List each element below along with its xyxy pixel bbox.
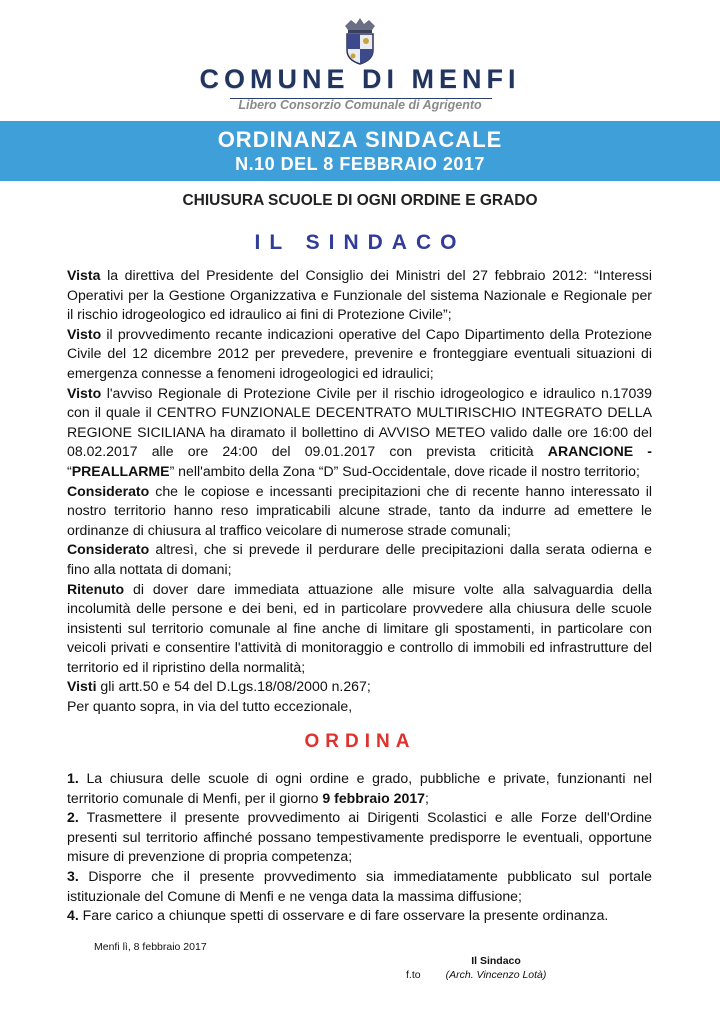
premise-paragraph: Visto l'avviso Regionale di Protezione Civile per il rischio idrogeologico e idraulico n.17039 con il quale il CENTRO FUNZIONALE DECENTRATO MULTIRISCHIO INTEGRATO DELLA REGIONE SICILIANA ha diramato il bollettino di AVVISO METEO valido dalle ore 16:00 del 08.02.2017 alle ore 24:00 del 09.01.2017 con prevista criticità ARANCIONE - “PREALLARME” nell'ambito della Zona “D” Sud-Occidentale, dove ricade il nostro territorio; (67, 384, 652, 479)
signer-name: (Arch. Vincenzo Lotà) (445, 969, 547, 981)
order-item: 3. Disporre che il presente provvedimento sia immediatamente pubblicato sul portale istituzionale del Comune di Menfi e ne venga data la massima diffusione; (67, 867, 652, 904)
premise-paragraph: Vista la direttiva del Presidente del Consiglio dei Ministri del 27 febbraio 2012: “Interessi Operativi per la Gestione Organizzativa e Funzionale del sistema Nazionale e Regionale per il rischio idrogeologico ed idraulico ai fini di Protezione Civile”; (67, 267, 652, 323)
order-item: 2. Trasmettere il presente provvedimento ai Dirigenti Scolastici e alle Forze dell'Ordine presenti sul territorio affinché possano tempestivamente predisporre le eventuali, opportune misure di prevenzione di propria competenza; (67, 809, 652, 865)
orders-list (67, 769, 652, 926)
premise-paragraph: Ritenuto di dover dare immediata attuazione alle misure volte alla salvaguardia della incolumità delle persone e dei beni, ed in particolare provvedere alla chiusura delle scuole insistenti sul territorio comunale al fine anche di limitare gli spostamenti, in particolare con veicoli privati e consentire l'attività di monitoraggio e controllo di immobili ed infrastrutture del territorio ed il ripristino della normalità; (67, 580, 652, 675)
consorzio-subtitle: Libero Consorzio Comunale di Agrigento (238, 98, 482, 112)
premise-paragraph: Considerato che le copiose e incessanti precipitazioni che di recente hanno interessato il nostro territorio hanno reso impraticabili alcune strade, tanto da indurre ad emettere le ordinanze di chiusura al traffico veicolare di numerose strade comunali; (67, 482, 652, 538)
signed-abbrev: f.to (406, 969, 421, 981)
ordinance-number: N.10 DEL 8 FEBBRAIO 2017 (235, 154, 485, 174)
order-item: 1. La chiusura delle scuole di ogni ordine e grado, pubbliche e private, funzionanti nel territorio comunale di Menfi, per il giorno 9 febbraio 2017; (67, 770, 652, 806)
premises-block (67, 266, 652, 717)
premise-paragraph: Visti gli artt.50 e 54 del D.Lgs.18/08/2000 n.267; (67, 678, 371, 695)
place-date: Menfi lì, 8 febbraio 2017 (94, 941, 207, 953)
ordina-heading: ORDINA (304, 731, 416, 752)
order-item: 4. Fare carico a chiunque spetti di osservare e di fare osservare la presente ordinanza. (67, 907, 609, 924)
sindaco-heading: IL SINDACO (254, 231, 466, 254)
ordinance-subject: CHIUSURA SCUOLE DI OGNI ORDINE E GRADO (182, 192, 538, 209)
premise-paragraph: Visto il provvedimento recante indicazioni operative del Capo Dipartimento della Protezione Civile del 12 dicembre 2012 per prevedere, prevenire e fronteggiare eventuali situazioni di emergenza connesse a fenomeni idrogeologici ed idraulici; (67, 325, 652, 381)
coat-of-arms-icon (339, 16, 381, 66)
town-name: COMUNE DI MENFI (199, 64, 521, 94)
premise-paragraph: Per quanto sopra, in via del tutto eccezionale, (67, 698, 353, 715)
ordinance-banner (0, 121, 720, 181)
premise-paragraph: Considerato altresì, che si prevede il perdurare delle precipitazioni dalla serata odierna e fino alla nottata di domani; (67, 541, 652, 577)
signer-title: Il Sindaco (471, 955, 521, 967)
ordinance-title: ORDINANZA SINDACALE (217, 127, 503, 152)
